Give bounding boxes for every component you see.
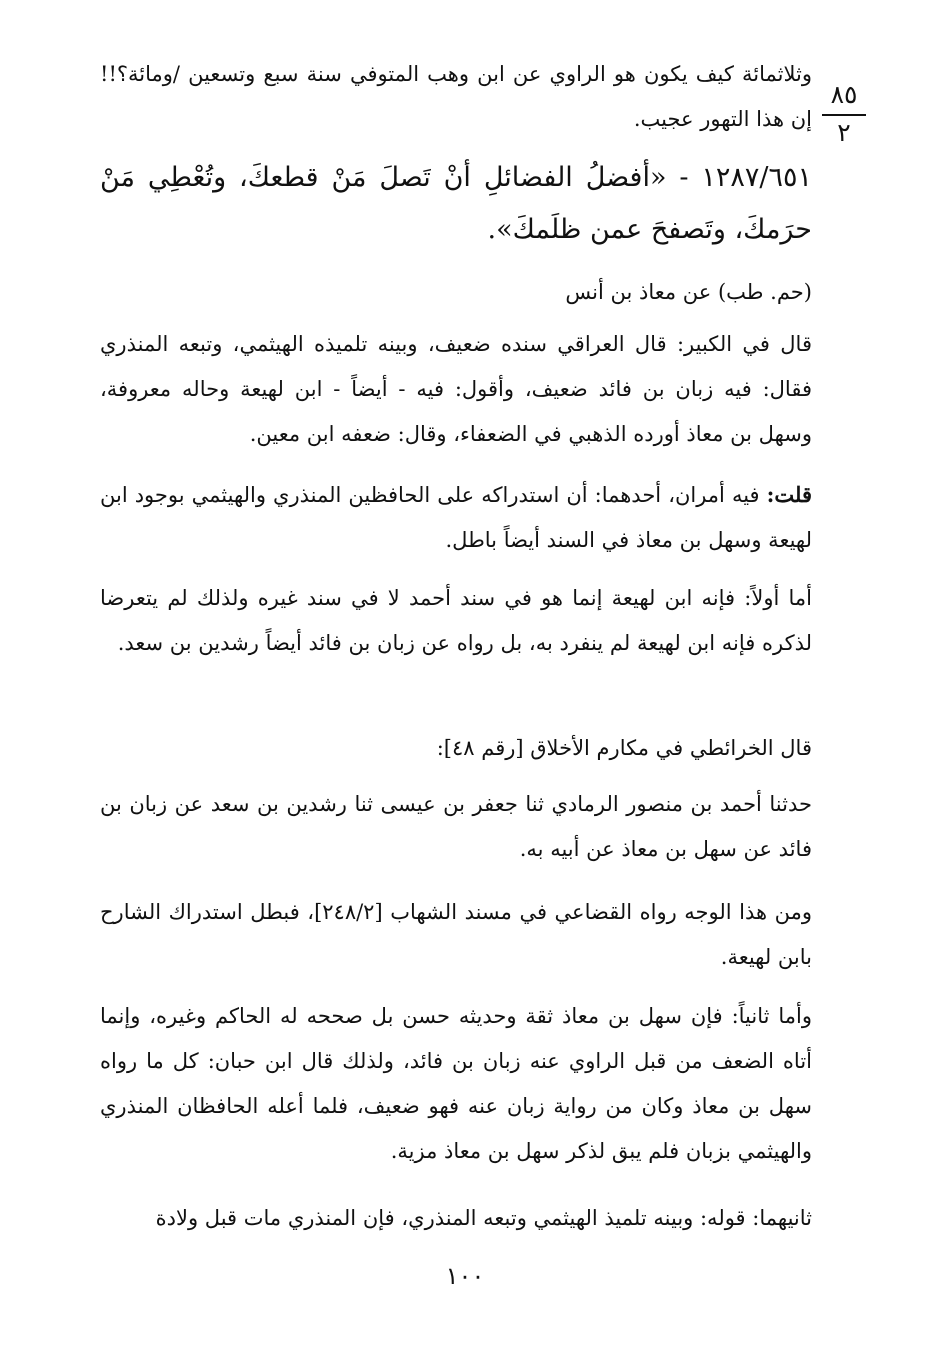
margin-reference-top: ٨٥	[830, 80, 858, 109]
paragraph-kabir	[100, 322, 812, 457]
paragraph-first-point	[100, 576, 812, 666]
margin-reference	[818, 80, 870, 148]
paragraph-text: حدثنا أحمد بن منصور الرمادي ثنا جعفر بن عيسى ثنا رشدين بن سعد عن زبان بن فائد عن سهل بن معاذ عن أبيه به.	[100, 792, 812, 861]
hadith-source	[100, 270, 812, 315]
paragraph-text: قال في الكبير: قال العراقي سنده ضعيف، وبينه تلميذه الهيثمي، وتبعه المنذري فقال: فيه زبان بن فائد ضعيف، وأقول: فيه - أيضاً - ابن لهيعة وحاله معروفة، وسهل بن معاذ أورده الذهبي في الضعفاء، وقال: ضعفه ابن معين.	[100, 332, 812, 446]
hadith-text	[100, 152, 812, 256]
page-number: ١٠٠	[445, 1262, 485, 1290]
hadith-line: ١٢٨٧/٦٥١ - «أفضلُ الفضائلِ أنْ تَصلَ مَنْ قطعكَ، وتُعْطِي مَنْ حرَمكَ، وتَصفحَ عمن ظلَمكَ».	[100, 162, 812, 245]
paragraph-qultu	[100, 472, 812, 563]
margin-reference-bottom: ٢	[837, 118, 851, 147]
paragraph-lead: قلت:	[766, 482, 812, 507]
paragraph-text: ثانيهما: قوله: وبينه تلميذ الهيثمي وتبعه المنذري، فإن المنذري مات قبل ولادة	[155, 1206, 812, 1230]
source-text: (حم. طب) عن معاذ بن أنس	[565, 280, 812, 304]
paragraph-second-point	[100, 994, 812, 1174]
paragraph-isnad	[100, 782, 812, 872]
paragraph-text: قال الخرائطي في مكارم الأخلاق [رقم ٤٨]:	[436, 736, 812, 760]
paragraph-continuation	[100, 52, 812, 142]
paragraph-kharaiti	[100, 726, 812, 771]
margin-reference-rule	[822, 114, 866, 116]
paragraph-text: وأما ثانياً: فإن سهل بن معاذ ثقة وحديثه حسن بل صححه له الحاكم وغيره، وإنما أتاه الضعف من قبل الراوي عنه زبان بن فائد، ولذلك قال ابن حبان: كل ما رواه سهل بن معاذ وكان من رواية زبان عنه فهو ضعيف، فلما أعله الحافظان المنذري والهيثمي بزبان فلم يبق لذكر سهل بن معاذ مزية.	[100, 1004, 812, 1163]
paragraph-text: ومن هذا الوجه رواه القضاعي في مسند الشهاب [٢٤٨/٢]، فبطل استدراك الشارح بابن لهيعة.	[100, 900, 812, 969]
paragraph-text: أما أولاً: فإنه ابن لهيعة إنما هو في سند أحمد لا في سند غيره ولذلك لم يتعرضا لذكره فإنه ابن لهيعة لم ينفرد به، بل رواه عن زبان بن فائد أيضاً رشدين بن سعد.	[100, 586, 812, 655]
paragraph-text: فيه أمران، أحدهما: أن استدراكه على الحافظين المنذري والهيثمي بوجود ابن لهيعة وسهل بن معاذ في السند أيضاً باطل.	[100, 483, 812, 552]
paragraph-second-matter	[100, 1196, 812, 1241]
paragraph-qudai	[100, 890, 812, 980]
paragraph-text: وثلاثمائة كيف يكون هو الراوي عن ابن وهب المتوفي سنة سبع وتسعين /ومائة؟!! إن هذا التهور عجيب.	[100, 62, 812, 131]
